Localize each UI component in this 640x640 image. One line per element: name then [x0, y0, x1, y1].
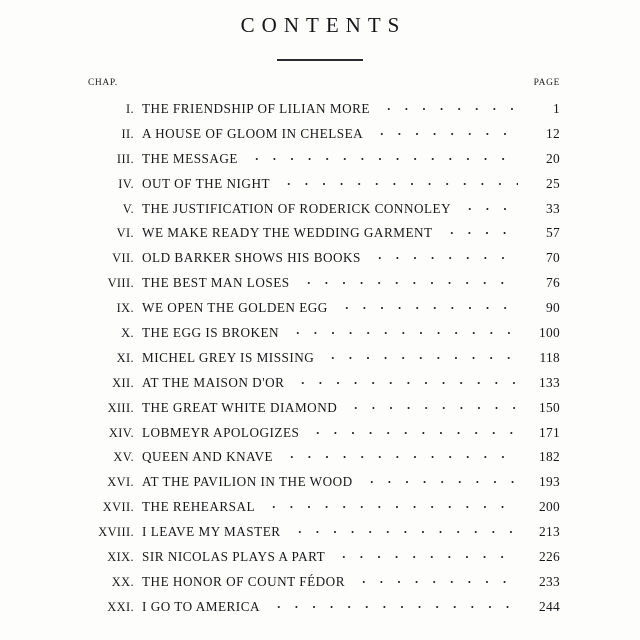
chapter-title: THE GREAT WHITE DIAMOND — [142, 399, 338, 415]
chapter-title: THE FRIENDSHIP OF LILIAN MORE — [142, 101, 370, 116]
chapter-numeral: XIII. — [107, 400, 134, 415]
chapter-title: WE OPEN THE GOLDEN EGG — [142, 300, 328, 316]
table-row — [86, 199, 560, 224]
table-row — [86, 348, 560, 373]
chapter-numeral: XVII. — [102, 500, 134, 515]
page-number: 33 — [546, 200, 560, 216]
chapter-numeral: VII. — [112, 251, 134, 266]
table-row — [86, 547, 560, 572]
leader-dots — [265, 497, 518, 511]
chapter-title: THE JUSTIFICATION OF RODERICK CONNOLEY — [142, 200, 452, 216]
table-row — [86, 497, 560, 522]
leader-dots — [300, 273, 518, 287]
page-column-header: PAGE — [533, 78, 560, 88]
chapter-numeral: XIV. — [108, 425, 134, 440]
chapter-numeral: IX. — [116, 301, 134, 316]
page-number: 171 — [539, 424, 560, 440]
leader-dots — [248, 149, 518, 163]
page-number: 100 — [539, 325, 560, 341]
table-row — [86, 373, 560, 398]
page-number: 150 — [539, 399, 560, 415]
chapter-title: I GO TO AMERICA — [142, 598, 261, 614]
leader-dots — [291, 522, 518, 536]
table-row — [86, 223, 560, 248]
table-row — [86, 572, 560, 597]
page-title: CONTENTS — [240, 13, 407, 37]
table-row — [86, 472, 560, 497]
chapter-title: OLD BARKER SHOWS HIS BOOKS — [142, 250, 361, 266]
table-row — [86, 149, 560, 174]
table-row — [86, 522, 560, 547]
leader-dots — [373, 124, 518, 138]
page-number: 193 — [539, 474, 560, 490]
chapter-column-header: CHAP. — [88, 78, 118, 88]
table-row — [86, 99, 560, 124]
leader-dots — [355, 572, 518, 586]
leader-dots — [309, 423, 518, 437]
table-row — [86, 447, 560, 472]
leader-dots — [338, 298, 518, 312]
chapter-numeral: VIII. — [107, 276, 134, 291]
leader-dots — [324, 348, 518, 362]
page-number: 200 — [539, 499, 560, 515]
chapter-numeral: IV. — [118, 176, 134, 191]
chapter-title: THE BEST MAN LOSES — [142, 275, 290, 291]
page-number: 90 — [546, 300, 560, 316]
chapter-title: I LEAVE MY MASTER — [142, 524, 281, 540]
table-row — [86, 597, 560, 622]
leader-dots — [294, 373, 518, 387]
chapter-numeral: XX. — [111, 574, 134, 589]
page-number: 12 — [546, 125, 560, 141]
chapter-numeral: XXI. — [107, 599, 134, 614]
leader-dots — [380, 99, 518, 113]
title-divider-rule — [277, 59, 363, 61]
chapter-numeral: XVI. — [107, 475, 134, 490]
page-number: 133 — [539, 374, 560, 390]
column-headers — [86, 78, 560, 93]
table-row — [86, 298, 560, 323]
page-number: 182 — [539, 449, 560, 465]
chapter-numeral: XVIII. — [98, 525, 134, 540]
contents-list — [86, 99, 560, 622]
table-row — [86, 124, 560, 149]
leader-dots — [371, 248, 518, 262]
leader-dots — [283, 447, 518, 461]
chapter-title: THE EGG IS BROKEN — [142, 325, 280, 341]
chapter-title: MICHEL GREY IS MISSING — [142, 349, 315, 365]
chapter-numeral: I. — [125, 102, 134, 116]
page-number: 213 — [539, 524, 560, 540]
chapter-title: THE REHEARSAL — [142, 499, 256, 515]
leader-dots — [270, 597, 518, 611]
page-number: 233 — [539, 573, 560, 589]
chapter-numeral: XII. — [112, 375, 134, 390]
page-number: 118 — [539, 349, 560, 365]
chapter-title: LOBMEYR APOLOGIZES — [142, 424, 300, 440]
leader-dots — [280, 174, 518, 188]
table-row — [86, 174, 560, 199]
leader-dots — [461, 199, 518, 213]
leader-dots — [363, 472, 518, 486]
table-row — [86, 423, 560, 448]
page-number: 20 — [546, 150, 560, 166]
chapter-title: AT THE PAVILION IN THE WOOD — [142, 474, 353, 490]
chapter-numeral: II. — [121, 126, 134, 141]
table-of-contents — [86, 78, 560, 622]
chapter-numeral: VI. — [116, 226, 134, 241]
chapter-title: OUT OF THE NIGHT — [142, 175, 271, 191]
chapter-title: A HOUSE OF GLOOM IN CHELSEA — [142, 125, 364, 141]
chapter-title: QUEEN AND KNAVE — [142, 449, 274, 465]
chapter-title: SIR NICOLAS PLAYS A PART — [142, 549, 326, 565]
page-number: 244 — [539, 598, 560, 614]
chapter-title: WE MAKE READY THE WEDDING GARMENT — [142, 225, 433, 241]
chapter-title: THE HONOR OF COUNT FÉDOR — [142, 573, 345, 589]
page-number: 70 — [546, 250, 560, 266]
leader-dots — [335, 547, 518, 561]
table-row — [86, 323, 560, 348]
table-row — [86, 273, 560, 298]
chapter-numeral: XIX. — [107, 550, 134, 565]
leader-dots — [347, 398, 518, 412]
page-number: 57 — [546, 225, 560, 241]
page-number: 76 — [546, 275, 560, 291]
chapter-numeral: XI. — [116, 350, 134, 365]
chapter-title: AT THE MAISON D'OR — [142, 374, 285, 390]
leader-dots — [289, 323, 518, 337]
chapter-title: THE MESSAGE — [142, 150, 238, 166]
chapter-numeral: III. — [116, 151, 134, 166]
chapter-numeral: V. — [122, 201, 134, 216]
table-row — [86, 398, 560, 423]
page-number: 1 — [553, 101, 560, 116]
chapter-numeral: XV. — [113, 450, 134, 465]
chapter-numeral: X. — [121, 326, 134, 341]
leader-dots — [443, 223, 518, 237]
page-number: 25 — [546, 175, 560, 191]
page-number: 226 — [539, 549, 560, 565]
table-row — [86, 248, 560, 273]
